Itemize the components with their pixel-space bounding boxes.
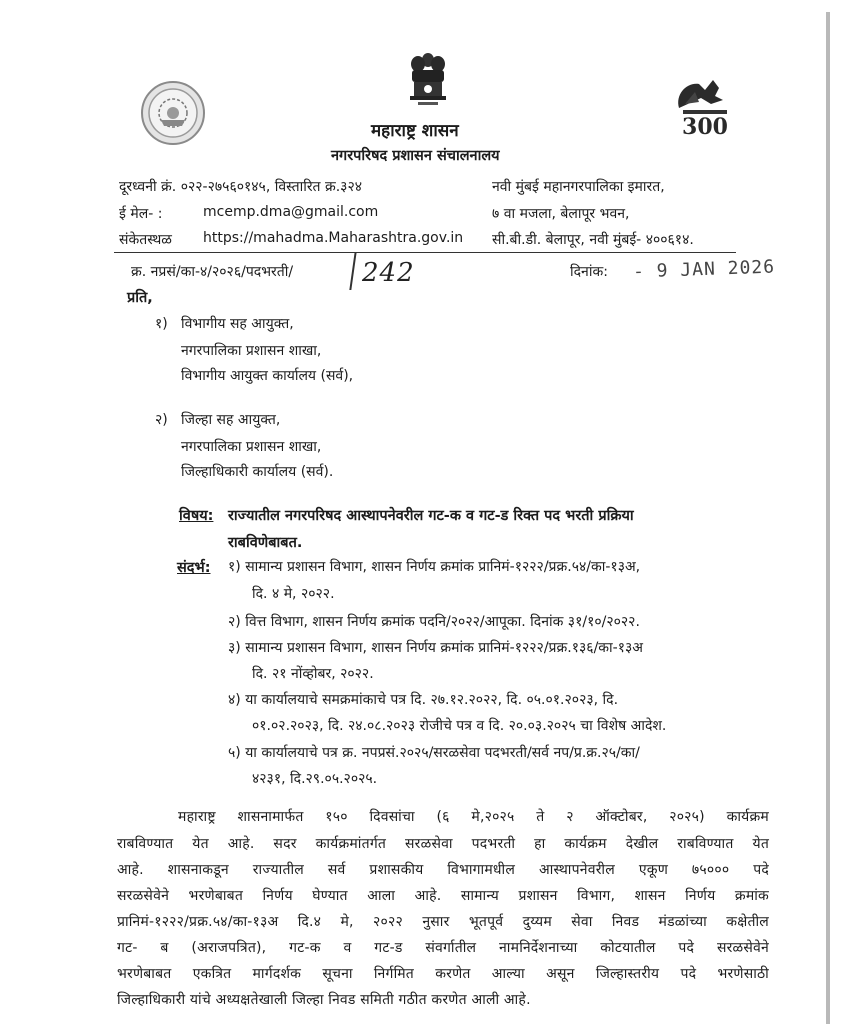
anniversary-300-logo-icon: [665, 74, 745, 140]
subject-label: विषय:: [179, 508, 214, 524]
website-label: संकेतस्थळ: [119, 232, 172, 248]
reference-1-line-2: दि. ४ मे, २०२२.: [252, 586, 335, 602]
date-stamp: - 9 JAN 2026: [632, 256, 776, 283]
reference-3-line-1: ३) सामान्य प्रशासन विभाग, शासन निर्णय क्रमांक प्रानिमं-१२२२/प्रक्र.१३६/का-१३अ: [228, 640, 643, 656]
body-line-8: जिल्हाधिकारी यांचे अध्यक्षतेखाली जिल्हा निवड समिती गठीत करणेत आली आहे.: [117, 992, 531, 1008]
handwritten-outward-number: 242: [362, 258, 415, 288]
body-line-4: सरळसेवेने भरणेबाबत निर्णय घेण्यात आला आहे. सामान्य प्रशासन विभाग, शासन निर्णय क्रमांक: [117, 888, 769, 904]
recipient-1-line-1: विभागीय सह आयुक्त,: [181, 316, 294, 332]
header-divider: [114, 252, 736, 253]
references-label: संदर्भ:: [177, 560, 211, 576]
recipient-2-number: २): [155, 412, 168, 428]
phone-line: दूरध्वनी क्रं. ०२२-२७५६०१४५, विस्तारित क्र.३२४: [119, 179, 363, 195]
page-edge-shadow: [826, 12, 830, 1024]
recipient-1-number: १): [155, 316, 168, 332]
address-line-2: ७ वा मजला, बेलापूर भवन,: [492, 206, 630, 222]
reference-4-line-2: ०१.०२.२०२३, दि. २४.०८.२०२३ रोजीचे पत्र व दि. २०.०३.२०२५ चा विशेष आदेश.: [252, 718, 667, 734]
reference-number: क्र. नप्रसं/का-४/२०२६/पदभरती/: [131, 264, 294, 280]
national-emblem-icon: [404, 50, 452, 110]
subject-line-1: राज्यातील नगरपरिषद आस्थापनेवरील गट-क व गट-ड रिक्त पद भरती प्रक्रिया: [228, 508, 634, 524]
reference-5-line-2: ४२३१, दि.२९.०५.२०२५.: [252, 771, 378, 787]
address-line-3: सी.बी.डी. बेलापूर, नवी मुंबई- ४००६१४.: [492, 232, 694, 248]
recipient-2-line-3: जिल्हाधिकारी कार्यालय (सर्व).: [181, 464, 334, 480]
govt-name: महाराष्ट्र शासन: [371, 121, 459, 141]
email-link[interactable]: mcemp.dma@gmail.com: [203, 204, 379, 220]
body-line-6: गट- ब (अराजपत्रित), गट-क व गट-ड संवर्गातील नामनिर्देशनाच्या कोटयातील पदे सरळसेवेने: [117, 940, 769, 956]
directorate-name: नगरपरिषद प्रशासन संचालनालय: [331, 148, 500, 164]
body-line-2: राबविण्यात येत आहे. सदर कार्यक्रमांतर्गत सरळसेवा पदभरती हा कार्यक्रम देखील राबविण्यात येत: [117, 836, 769, 852]
recipient-1-line-2: नगरपालिका प्रशासन शाखा,: [181, 343, 322, 359]
logo-300-text: 300: [682, 114, 728, 140]
handwritten-slash: [349, 252, 356, 290]
subject-line-2: राबविणेबाबत.: [228, 535, 303, 551]
recipient-2-line-1: जिल्हा सह आयुक्त,: [181, 412, 281, 428]
body-line-3: आहे. शासनाकडून राज्यातील सर्व प्रशासकीय विभागामधील आस्थापनेवरील एकूण ७५००० पदे: [117, 862, 769, 878]
body-line-7: भरणेबाबत एकत्रित मार्गदर्शक सूचना निर्गमित करणेत आल्या असून जिल्हास्तरीय पदे भरणेसाठी: [117, 966, 769, 982]
website-link[interactable]: https://mahadma.Maharashtra.gov.in: [203, 230, 464, 246]
reference-5-line-1: ५) या कार्यालयाचे पत्र क्र. नपप्रसं.२०२५/सरळसेवा पदभरती/सर्व नप/प्र.क्र.२५/का/: [228, 745, 640, 761]
reference-1-line-1: १) सामान्य प्रशासन विभाग, शासन निर्णय क्रमांक प्रानिमं-१२२२/प्रक्र.५४/का-१३अ,: [228, 559, 641, 575]
reference-2-line-1: २) वित्त विभाग, शासन निर्णय क्रमांक पदनि/२०२२/आपूका. दिनांक ३१/१०/२०२२.: [228, 614, 640, 630]
directorate-seal-icon: [140, 80, 206, 146]
recipient-2-line-2: नगरपालिका प्रशासन शाखा,: [181, 439, 322, 455]
email-label: ई मेल- :: [119, 206, 163, 222]
reference-3-line-2: दि. २१ नोंव्होबर, २०२२.: [252, 666, 374, 682]
date-label: दिनांक:: [570, 264, 608, 280]
body-line-1: महाराष्ट्र शासनामार्फत १५० दिवसांचा (६ मे,२०२५ ते २ ऑक्टोबर, २०२५) कार्यक्रम: [178, 809, 769, 825]
to-label: प्रति,: [127, 290, 153, 306]
reference-4-line-1: ४) या कार्यालयाचे समक्रमांकाचे पत्र दि. २७.१२.२०२२, दि. ०५.०१.२०२३, दि.: [228, 692, 619, 708]
recipient-1-line-3: विभागीय आयुक्त कार्यालय (सर्व),: [181, 368, 354, 384]
address-line-1: नवी मुंबई महानगरपालिका इमारत,: [492, 179, 665, 195]
body-line-5: प्रानिमं-१२२२/प्रक्र.५४/का-१३अ दि.४ मे, २०२२ नुसार भूतपूर्व दुय्यम सेवा निवड मंडळांच्या कक्षेतील: [117, 914, 769, 930]
